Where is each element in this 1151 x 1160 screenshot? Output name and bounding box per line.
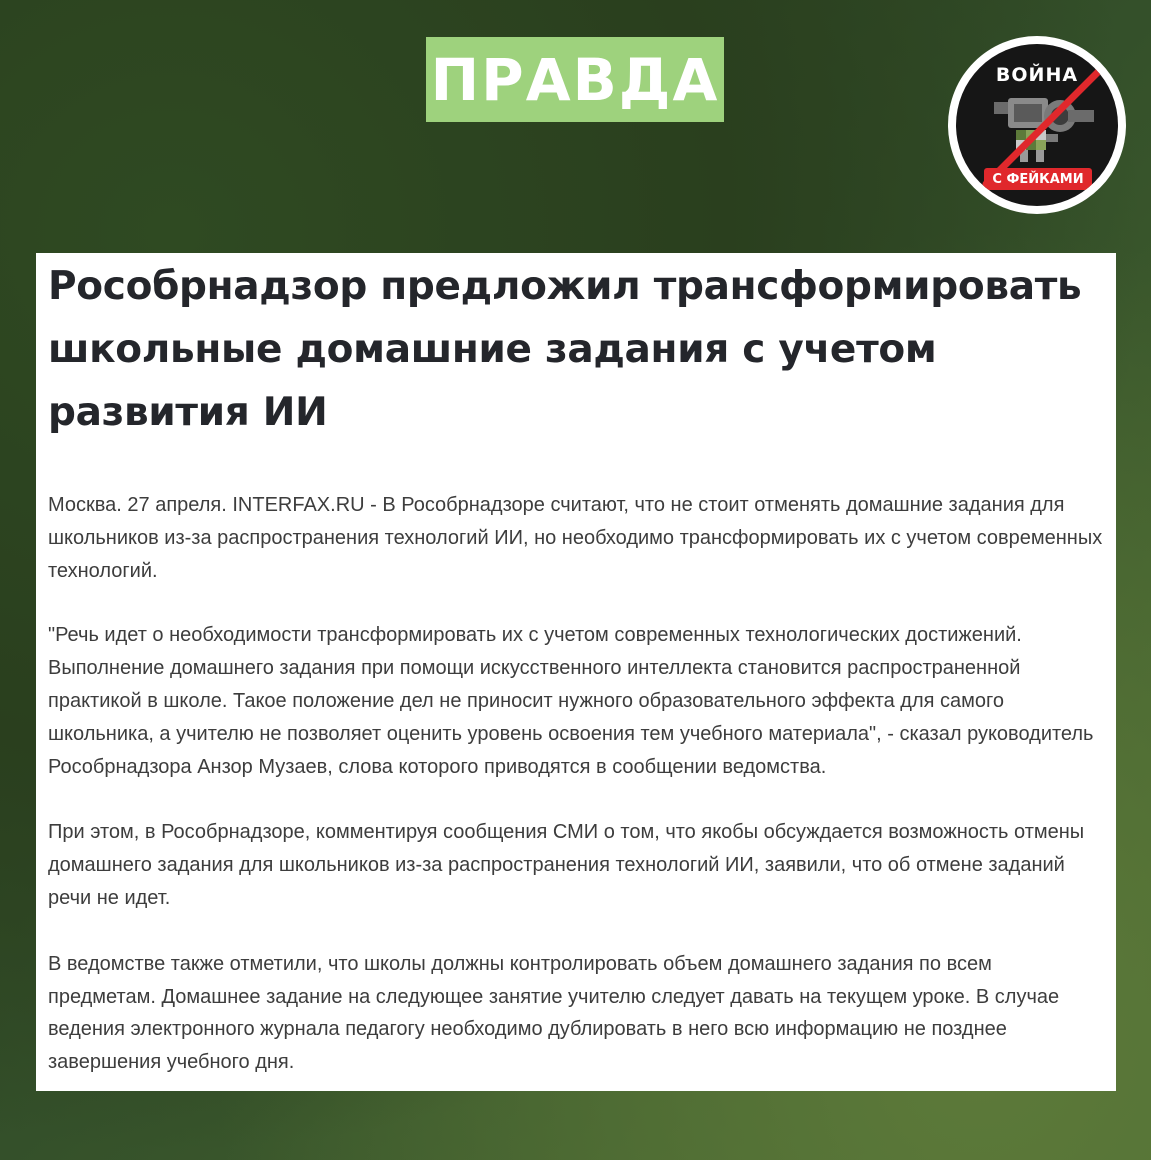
pravda-label: ПРАВДА: [426, 37, 724, 122]
logo-top-text: ВОЙНА: [995, 64, 1079, 86]
article-paragraph: Москва. 27 апреля. INTERFAX.RU - В Рособрнадзоре считают, что не стоит отменять домашние задания для школьников из-за распространения технологий ИИ, но необходимо трансформировать их с учетом современных технологий.: [48, 494, 1103, 582]
article-headline: Рособрнадзор предложил трансформировать школьные домашние задания с учетом развития ИИ: [48, 264, 1082, 435]
news-screenshot: [36, 253, 1116, 1091]
article-paragraph: "Речь идет о необходимости трансформировать их с учетом современных технологических достижений. Выполнение домашнего задания при помощи искусственного интеллекта становится распространенной практикой в школе. Такое положение дел не приносит нужного образовательного эффекта для самого школьника, а учителю не позволяет оценить уровень освоения тем учебного материала", - сказал руководитель Рособрнадзора Анзор Музаев, слова которого приводятся в сообщении ведомства.: [48, 624, 1094, 778]
logo-disc: [956, 44, 1118, 206]
war-on-fakes-logo[interactable]: [948, 36, 1126, 214]
article-paragraph: При этом, в Рособрнадзоре, комментируя сообщения СМИ о том, что якобы обсуждается возможность отмены домашнего задания для школьников из-за распространения технологий ИИ, заявили, что об отмене заданий речи не идет.: [48, 821, 1085, 909]
logo-bottom-text: С ФЕЙКАМИ: [984, 168, 1092, 190]
article-paragraph: В ведомстве также отметили, что школы должны контролировать объем домашнего задания по всем предметам. Домашнее задание на следующее занятие учителю следует давать на текущем уроке. В случае ведения электронного журнала педагогу необходимо дублировать в него всю информацию не позднее завершения учебного дня.: [48, 952, 1060, 1074]
